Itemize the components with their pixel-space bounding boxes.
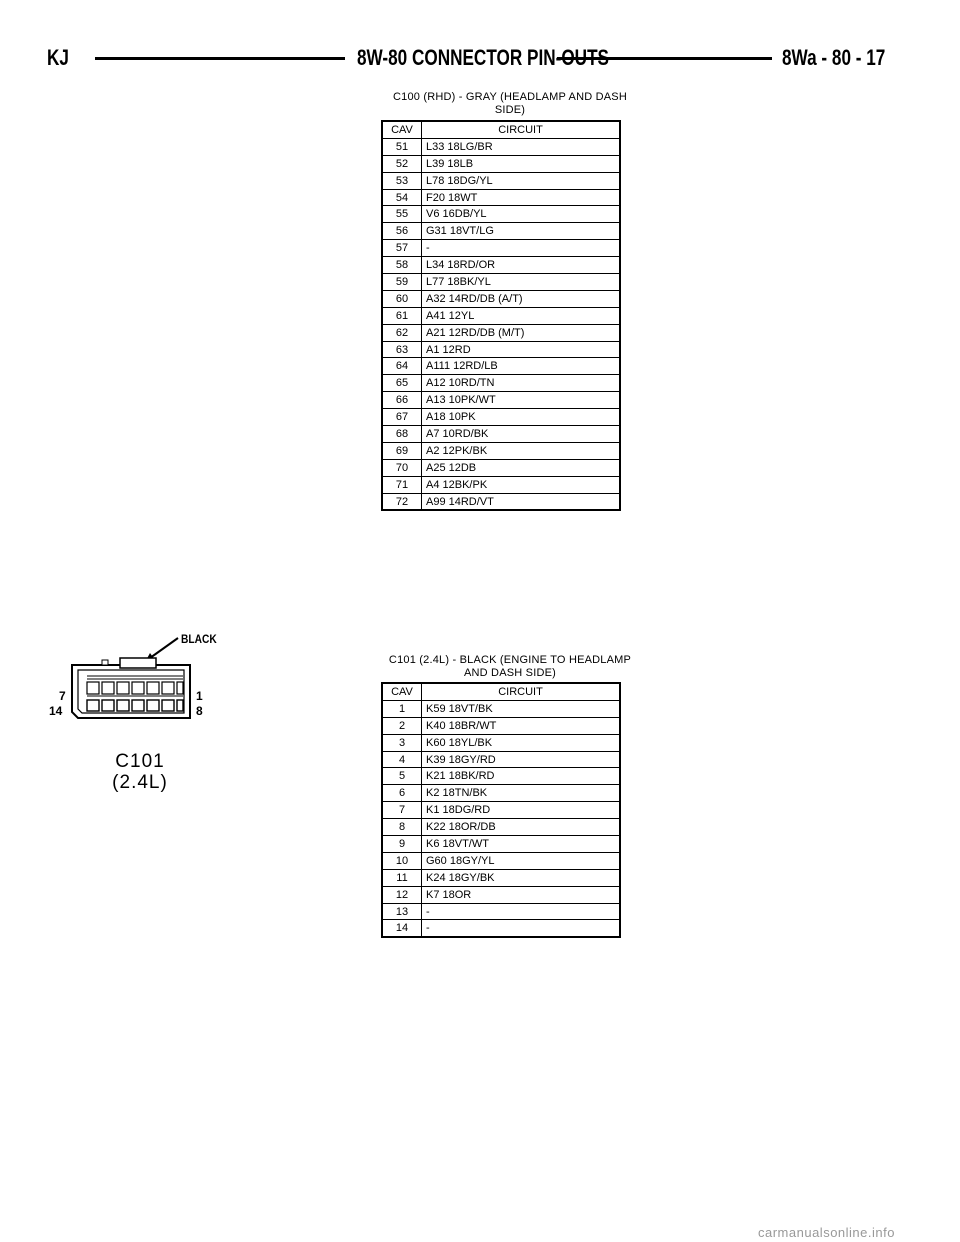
table-row <box>382 751 620 768</box>
cav-cell: 11 <box>382 869 422 886</box>
circuit-cell: V6 16DB/YL <box>422 206 621 223</box>
pin-label-8: 8 <box>196 704 203 718</box>
circuit-cell: L33 18LG/BR <box>422 138 621 155</box>
table-row <box>382 409 620 426</box>
table1-caption-line1: C100 (RHD) - GRAY (HEADLAMP AND DASH <box>393 91 627 103</box>
table-row <box>382 274 620 291</box>
table1-caption-line2: SIDE) <box>494 104 526 116</box>
cavity-7 <box>87 682 99 694</box>
table-row <box>382 189 620 206</box>
top-row-tabs <box>87 676 183 679</box>
table-row <box>382 442 620 459</box>
cav-cell: 8 <box>382 819 422 836</box>
cav-cell: 10 <box>382 852 422 869</box>
table-row <box>382 426 620 443</box>
cavity-5 <box>117 682 129 694</box>
cavity-4 <box>132 682 144 694</box>
cav-cell: 66 <box>382 392 422 409</box>
cav-cell: 65 <box>382 375 422 392</box>
table-row <box>382 802 620 819</box>
cav-header: CAV <box>382 683 422 700</box>
page-header <box>47 44 886 74</box>
table-row <box>382 138 620 155</box>
cavity-3 <box>147 682 159 694</box>
cav-cell: 62 <box>382 324 422 341</box>
connector-c101-drawing <box>50 620 240 740</box>
cav-cell: 59 <box>382 274 422 291</box>
cav-cell: 9 <box>382 836 422 853</box>
table-row <box>382 819 620 836</box>
circuit-cell: A21 12RD/DB (M/T) <box>422 324 621 341</box>
circuit-cell: A25 12DB <box>422 459 621 476</box>
connector-variant: (2.4L) <box>112 772 168 793</box>
circuit-cell: L34 18RD/OR <box>422 257 621 274</box>
table2-caption-line1: C101 (2.4L) - BLACK (ENGINE TO HEADLAMP <box>388 654 632 666</box>
table-row <box>382 307 620 324</box>
cavity-10 <box>147 700 159 711</box>
table-row <box>382 852 620 869</box>
header-section-title: 8W-80 CONNECTOR PIN-OUTS <box>357 45 610 70</box>
circuit-cell: L77 18BK/YL <box>422 274 621 291</box>
cav-header: CAV <box>382 121 422 138</box>
circuit-header: CIRCUIT <box>422 683 621 700</box>
cav-cell: 53 <box>382 172 422 189</box>
table-row <box>382 493 620 510</box>
circuit-header: CIRCUIT <box>422 121 621 138</box>
table-row <box>382 768 620 785</box>
table-row <box>382 375 620 392</box>
cav-cell: 13 <box>382 903 422 920</box>
table-row <box>382 358 620 375</box>
circuit-cell: G60 18GY/YL <box>422 852 621 869</box>
circuit-cell: A2 12PK/BK <box>422 442 621 459</box>
table-row <box>382 206 620 223</box>
table-row <box>382 920 620 937</box>
cav-cell: 55 <box>382 206 422 223</box>
circuit-cell: A4 12BK/PK <box>422 476 621 493</box>
circuit-cell: - <box>422 920 621 937</box>
cav-cell: 54 <box>382 189 422 206</box>
cavity-14 <box>87 700 99 711</box>
cavity-6 <box>102 682 114 694</box>
circuit-cell: A7 10RD/BK <box>422 426 621 443</box>
cav-cell: 51 <box>382 138 422 155</box>
cav-cell: 63 <box>382 341 422 358</box>
circuit-cell: K7 18OR <box>422 886 621 903</box>
circuit-cell: F20 18WT <box>422 189 621 206</box>
cav-cell: 14 <box>382 920 422 937</box>
table-row <box>382 290 620 307</box>
circuit-cell: K1 18DG/RD <box>422 802 621 819</box>
pin-label-14: 14 <box>49 704 63 718</box>
circuit-cell: K2 18TN/BK <box>422 785 621 802</box>
table-row <box>382 240 620 257</box>
table-row <box>382 155 620 172</box>
connector-name: C101 <box>115 751 165 772</box>
table-row <box>382 459 620 476</box>
leader-line <box>150 638 178 658</box>
circuit-cell: A1 12RD <box>422 341 621 358</box>
cav-cell: 57 <box>382 240 422 257</box>
bottom-row-cavities <box>87 700 183 711</box>
cav-cell: 58 <box>382 257 422 274</box>
circuit-cell: A12 10RD/TN <box>422 375 621 392</box>
cav-cell: 71 <box>382 476 422 493</box>
circuit-cell: - <box>422 903 621 920</box>
table-row <box>382 836 620 853</box>
cav-cell: 1 <box>382 700 422 717</box>
circuit-cell: K39 18GY/RD <box>422 751 621 768</box>
header-rule-left <box>95 57 345 60</box>
circuit-cell: K40 18BR/WT <box>422 717 621 734</box>
cav-cell: 72 <box>382 493 422 510</box>
table2-caption <box>381 654 639 680</box>
table-row <box>382 903 620 920</box>
header-vehicle-code: KJ <box>47 45 69 70</box>
circuit-cell: A111 12RD/LB <box>422 358 621 375</box>
cav-cell: 70 <box>382 459 422 476</box>
table-header-row <box>382 121 620 138</box>
c100-pinout-table <box>381 120 621 511</box>
cavity-2 <box>162 682 174 694</box>
table-row <box>382 886 620 903</box>
circuit-cell: L78 18DG/YL <box>422 172 621 189</box>
cav-cell: 7 <box>382 802 422 819</box>
circuit-cell: K59 18VT/BK <box>422 700 621 717</box>
table-row <box>382 341 620 358</box>
table-row <box>382 700 620 717</box>
cavity-1 <box>177 682 183 694</box>
table-header-row <box>382 683 620 700</box>
table2-caption-line2: AND DASH SIDE) <box>463 667 557 679</box>
cav-cell: 2 <box>382 717 422 734</box>
cav-cell: 4 <box>382 751 422 768</box>
cav-cell: 61 <box>382 307 422 324</box>
cav-cell: 3 <box>382 734 422 751</box>
circuit-cell: A18 10PK <box>422 409 621 426</box>
cavity-13 <box>102 700 114 711</box>
circuit-cell: A99 14RD/VT <box>422 493 621 510</box>
cav-cell: 12 <box>382 886 422 903</box>
cav-cell: 56 <box>382 223 422 240</box>
circuit-cell: - <box>422 240 621 257</box>
cav-cell: 67 <box>382 409 422 426</box>
cav-cell: 64 <box>382 358 422 375</box>
latch-notch-left <box>102 660 108 665</box>
pin-label-1: 1 <box>196 689 203 703</box>
circuit-cell: A41 12YL <box>422 307 621 324</box>
table-row <box>382 476 620 493</box>
table-row <box>382 869 620 886</box>
table1-caption <box>381 91 639 117</box>
circuit-cell: K6 18VT/WT <box>422 836 621 853</box>
cavity-8 <box>177 700 183 711</box>
cavity-9 <box>162 700 174 711</box>
table-row <box>382 734 620 751</box>
cav-cell: 52 <box>382 155 422 172</box>
circuit-cell: G31 18VT/LG <box>422 223 621 240</box>
circuit-cell: K60 18YL/BK <box>422 734 621 751</box>
watermark-text: carmanualsonline.info <box>758 1225 895 1240</box>
cavity-11 <box>132 700 144 711</box>
table-row <box>382 223 620 240</box>
connector-latch <box>120 658 156 668</box>
cav-cell: 60 <box>382 290 422 307</box>
cav-cell: 68 <box>382 426 422 443</box>
table-row <box>382 717 620 734</box>
circuit-cell: K24 18GY/BK <box>422 869 621 886</box>
connector-color-label: BLACK <box>181 632 217 646</box>
cav-cell: 5 <box>382 768 422 785</box>
pin-label-7: 7 <box>59 689 66 703</box>
header-page-number: 8Wa - 80 - 17 <box>782 45 886 70</box>
table-row <box>382 257 620 274</box>
circuit-cell: K22 18OR/DB <box>422 819 621 836</box>
table-row <box>382 785 620 802</box>
table-row <box>382 324 620 341</box>
cav-cell: 69 <box>382 442 422 459</box>
circuit-cell: L39 18LB <box>422 155 621 172</box>
cav-cell: 6 <box>382 785 422 802</box>
top-row-cavities <box>87 682 183 694</box>
circuit-cell: A32 14RD/DB (A/T) <box>422 290 621 307</box>
circuit-cell: A13 10PK/WT <box>422 392 621 409</box>
circuit-cell: K21 18BK/RD <box>422 768 621 785</box>
table-row <box>382 392 620 409</box>
cavity-12 <box>117 700 129 711</box>
c101-pinout-table <box>381 682 621 938</box>
table-row <box>382 172 620 189</box>
